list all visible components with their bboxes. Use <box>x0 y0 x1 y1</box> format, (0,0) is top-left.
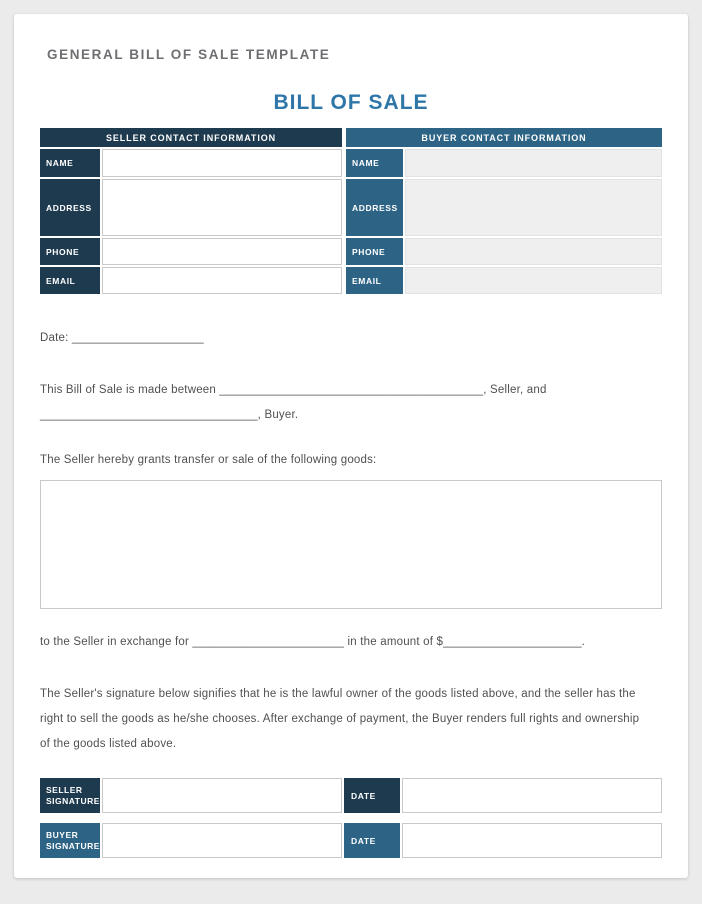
buyer-phone-label: PHONE <box>346 238 403 265</box>
buyer-signature-row <box>40 823 662 858</box>
contact-information-tables <box>40 128 662 294</box>
buyer-signature-field[interactable] <box>102 823 342 858</box>
seller-signature-row <box>40 778 662 813</box>
parties-statement-line-2: _________________________________, Buyer. <box>40 409 299 421</box>
buyer-signature-date-field[interactable] <box>402 823 662 858</box>
buyer-name-field[interactable] <box>405 149 662 177</box>
signature-paragraph-line-2: right to sell the goods as he/she chooses. After exchange of payment, the Buyer renders full rights and ownership <box>40 713 640 725</box>
buyer-address-field[interactable] <box>405 179 662 236</box>
seller-signature-date-field[interactable] <box>402 778 662 813</box>
seller-phone-field[interactable] <box>102 238 342 265</box>
seller-contact-table <box>40 128 342 294</box>
buyer-contact-table <box>346 128 662 294</box>
buyer-address-label: ADDRESS <box>346 179 403 236</box>
seller-address-field[interactable] <box>102 179 342 236</box>
signature-paragraph-line-3: of the goods listed above. <box>40 738 177 750</box>
seller-signature-date-label: DATE <box>344 778 400 813</box>
seller-phone-label: PHONE <box>40 238 100 265</box>
document-title: BILL OF SALE <box>273 91 429 114</box>
seller-name-field[interactable] <box>102 149 342 177</box>
parties-statement-line-1: This Bill of Sale is made between ________________________________________, Seller, and <box>40 384 547 396</box>
seller-signature-label: SELLER SIGNATURE <box>40 778 100 813</box>
buyer-signature-label: BUYER SIGNATURE <box>40 823 100 858</box>
buyer-email-label: EMAIL <box>346 267 403 294</box>
document-page <box>14 14 688 878</box>
goods-intro-line: The Seller hereby grants transfer or sale of the following goods: <box>40 454 377 466</box>
signature-paragraph-line-1: The Seller's signature below signifies that he is the lawful owner of the goods listed above, and the seller has the <box>40 688 636 700</box>
exchange-line: to the Seller in exchange for _______________________ in the amount of $_____________________. <box>40 636 586 648</box>
seller-address-label: ADDRESS <box>40 179 100 236</box>
seller-name-label: NAME <box>40 149 100 177</box>
seller-signature-field[interactable] <box>102 778 342 813</box>
buyer-name-label: NAME <box>346 149 403 177</box>
buyer-signature-date-label: DATE <box>344 823 400 858</box>
buyer-email-field[interactable] <box>405 267 662 294</box>
seller-contact-header: SELLER CONTACT INFORMATION <box>40 128 342 147</box>
seller-email-field[interactable] <box>102 267 342 294</box>
buyer-phone-field[interactable] <box>405 238 662 265</box>
seller-email-label: EMAIL <box>40 267 100 294</box>
goods-description-box[interactable] <box>40 480 662 609</box>
template-heading: GENERAL BILL OF SALE TEMPLATE <box>47 47 331 62</box>
date-line: Date: ____________________ <box>40 332 204 344</box>
buyer-contact-header: BUYER CONTACT INFORMATION <box>346 128 662 147</box>
signature-paragraph <box>40 682 662 757</box>
parties-statement <box>40 378 662 428</box>
